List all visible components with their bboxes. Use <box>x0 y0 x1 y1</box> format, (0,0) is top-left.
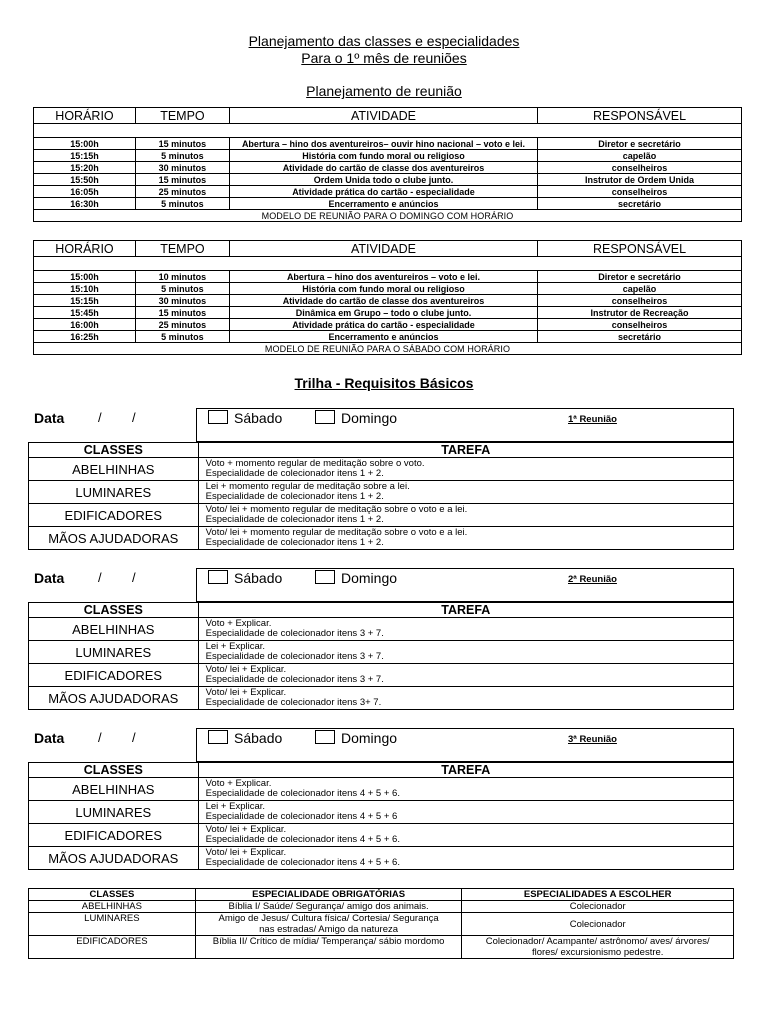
task-line: Voto/ lei + Explicar. <box>205 663 287 675</box>
schedule-row <box>34 307 742 319</box>
cell-horario: 15:00h <box>34 138 136 150</box>
option-sabado[interactable] <box>208 570 282 586</box>
class-name: ABELHINHAS <box>29 618 199 641</box>
cell-atividade: História com fundo moral ou religioso <box>229 150 537 162</box>
option-sabado[interactable] <box>208 730 282 746</box>
checkbox-domingo[interactable] <box>315 570 335 584</box>
cell-tempo: 5 minutos <box>135 283 229 295</box>
cell-horario: 16:25h <box>34 331 136 343</box>
task-line: Voto + Explicar. <box>205 617 272 629</box>
task-cell <box>198 527 733 550</box>
task-line: Especialidade de colecionador itens 3+ 7. <box>205 697 382 708</box>
task-row <box>29 824 734 847</box>
checkbox-domingo[interactable] <box>315 410 335 424</box>
checkbox-sabado[interactable] <box>208 730 228 744</box>
cell-horario: 15:20h <box>34 162 136 174</box>
option-label: Domingo <box>341 410 398 426</box>
cell-responsavel: capelão <box>538 283 742 295</box>
task-line: Especialidade de colecionador itens 1 + 2. <box>205 537 384 548</box>
task-cell <box>198 664 733 687</box>
date-separator: / <box>132 570 136 585</box>
cell-atividade: Atividade do cartão de classe dos aventureiros <box>229 295 537 307</box>
task-line: Especialidade de colecionador itens 3 + 7. <box>205 628 384 639</box>
cell-tempo: 10 minutos <box>135 271 229 283</box>
class-name: LUMINARES <box>29 641 199 664</box>
task-line: Voto/ lei + momento regular de meditação sobre o voto e a lei. <box>205 503 468 515</box>
task-row <box>29 664 734 687</box>
cell-atividade: Dinâmica em Grupo – todo o clube junto. <box>229 307 537 319</box>
task-line: Especialidade de colecionador itens 1 + 2. <box>205 491 384 502</box>
class-name: LUMINARES <box>29 801 199 824</box>
date-separator: / <box>98 410 102 425</box>
schedule-row <box>34 138 742 150</box>
schedule-row <box>34 150 742 162</box>
option-label: Sábado <box>234 730 283 746</box>
option-label: Sábado <box>234 410 283 426</box>
cell-responsavel: Diretor e secretário <box>538 271 742 283</box>
spec-text: Colecionador <box>569 901 626 912</box>
checkbox-sabado[interactable] <box>208 570 228 584</box>
spec-escolher <box>462 936 734 959</box>
checkbox-domingo[interactable] <box>315 730 335 744</box>
spec-header-escolher: ESPECIALIDADES A ESCOLHER <box>462 889 734 901</box>
date-separator: / <box>98 570 102 585</box>
task-line: Especialidade de colecionador itens 3 + 7. <box>205 651 384 662</box>
option-label: Sábado <box>234 570 283 586</box>
task-cell <box>198 504 733 527</box>
meeting-number: 1ª Reunião <box>568 414 617 425</box>
spec-text: nas estradas/ Amigo da natureza <box>259 924 399 935</box>
option-sabado[interactable] <box>208 410 282 426</box>
spec-escolher <box>462 901 734 913</box>
task-cell <box>198 687 733 710</box>
cell-atividade: Abertura – hino dos aventureiros– ouvir hino nacional – voto e lei. <box>229 138 537 150</box>
schedule-row <box>34 198 742 210</box>
header-tempo: TEMPO <box>135 241 229 257</box>
schedule-footer: MODELO DE REUNIÃO PARA O DOMINGO COM HORÁRIO <box>34 210 742 222</box>
cell-atividade: Ordem Unida todo o clube junto. <box>229 174 537 186</box>
spec-classe: ABELHINHAS <box>29 901 196 913</box>
task-cell <box>198 641 733 664</box>
task-line: Voto/ lei + Explicar. <box>205 686 287 698</box>
meeting-number: 3ª Reunião <box>568 734 617 745</box>
spacer-row <box>34 124 742 138</box>
class-name: ABELHINHAS <box>29 458 199 481</box>
spec-text: Bíblia I/ Saúde/ Segurança/ amigo dos animais. <box>228 901 429 912</box>
header-horario: HORÁRIO <box>34 241 136 257</box>
cell-responsavel: capelão <box>538 150 742 162</box>
cell-atividade: Encerramento e anúncios <box>229 331 537 343</box>
cell-tempo: 25 minutos <box>135 186 229 198</box>
class-name: EDIFICADORES <box>29 504 199 527</box>
cell-responsavel: conselheiros <box>538 162 742 174</box>
header-atividade: ATIVIDADE <box>229 108 537 124</box>
section-title-reuniao: Planejamento de reunião <box>306 83 462 99</box>
header-classes: CLASSES <box>29 763 199 778</box>
task-cell <box>198 847 733 870</box>
option-domingo[interactable] <box>315 730 397 746</box>
class-name: EDIFICADORES <box>29 664 199 687</box>
task-line: Especialidade de colecionador itens 4 + 5 + 6. <box>205 834 400 845</box>
spec-obrigatorias <box>195 936 462 959</box>
schedule-row <box>34 162 742 174</box>
schedule-row <box>34 295 742 307</box>
option-domingo[interactable] <box>315 410 397 426</box>
cell-tempo: 30 minutos <box>135 295 229 307</box>
option-label: Domingo <box>341 570 398 586</box>
date-separator: / <box>132 410 136 425</box>
cell-atividade: Abertura – hino dos aventureiros – voto e lei. <box>229 271 537 283</box>
schedule-row <box>34 283 742 295</box>
cell-tempo: 5 minutos <box>135 150 229 162</box>
date-separator: / <box>98 730 102 745</box>
cell-tempo: 15 minutos <box>135 307 229 319</box>
spec-text: flores/ excursionismo pedestre. <box>531 947 664 958</box>
spec-escolher <box>462 913 734 936</box>
cell-horario: 16:00h <box>34 319 136 331</box>
spec-obrigatorias <box>195 901 462 913</box>
task-cell <box>198 481 733 504</box>
class-name: EDIFICADORES <box>29 824 199 847</box>
task-line: Voto + momento regular de meditação sobre o voto. <box>205 457 425 469</box>
spec-classe: LUMINARES <box>29 913 196 936</box>
task-row <box>29 801 734 824</box>
cell-responsavel: Instrutor de Recreação <box>538 307 742 319</box>
schedule-row <box>34 186 742 198</box>
task-line: Especialidade de colecionador itens 1 + 2. <box>205 514 384 525</box>
cell-tempo: 5 minutos <box>135 198 229 210</box>
data-label: Data <box>34 730 65 746</box>
class-name: MÃOS AJUDADORAS <box>29 847 199 870</box>
cell-atividade: Atividade prática do cartão - especialidade <box>229 186 537 198</box>
meeting-tasks-table <box>28 602 734 710</box>
cell-responsavel: secretário <box>538 198 742 210</box>
task-cell <box>198 824 733 847</box>
header-tarefa: TAREFA <box>198 443 733 458</box>
cell-horario: 16:30h <box>34 198 136 210</box>
class-name: ABELHINHAS <box>29 778 199 801</box>
cell-responsavel: Diretor e secretário <box>538 138 742 150</box>
task-line: Lei + Explicar. <box>205 640 266 652</box>
header-responsavel: RESPONSÁVEL <box>538 108 742 124</box>
cell-tempo: 30 minutos <box>135 162 229 174</box>
doc-title: Planejamento das classes e especialidades <box>248 33 520 49</box>
task-row <box>29 618 734 641</box>
task-line: Especialidade de colecionador itens 1 + 2. <box>205 468 384 479</box>
cell-horario: 15:50h <box>34 174 136 186</box>
header-atividade: ATIVIDADE <box>229 241 537 257</box>
task-line: Especialidade de colecionador itens 4 + 5 + 6. <box>205 788 400 799</box>
cell-tempo: 25 minutos <box>135 319 229 331</box>
task-row <box>29 641 734 664</box>
task-line: Voto/ lei + momento regular de meditação sobre o voto e a lei. <box>205 526 468 538</box>
task-row <box>29 847 734 870</box>
cell-atividade: Atividade prática do cartão - especialidade <box>229 319 537 331</box>
schedule-row <box>34 331 742 343</box>
checkbox-sabado[interactable] <box>208 410 228 424</box>
schedule-table-domingo <box>33 107 742 222</box>
data-label: Data <box>34 570 65 586</box>
cell-tempo: 15 minutos <box>135 138 229 150</box>
header-tempo: TEMPO <box>135 108 229 124</box>
cell-atividade: Encerramento e anúncios <box>229 198 537 210</box>
task-row <box>29 458 734 481</box>
cell-atividade: História com fundo moral ou religioso <box>229 283 537 295</box>
task-line: Especialidade de colecionador itens 4 + 5 + 6 <box>205 811 398 822</box>
spacer-row <box>34 257 742 271</box>
header-classes: CLASSES <box>29 603 199 618</box>
cell-responsavel: secretário <box>538 331 742 343</box>
header-tarefa: TAREFA <box>198 603 733 618</box>
cell-horario: 15:10h <box>34 283 136 295</box>
spec-text: Amigo de Jesus/ Cultura física/ Cortesia/ Segurança <box>218 913 439 924</box>
spec-header-obrigatorias: ESPECIALIDADE OBRIGATÓRIAS <box>195 889 462 901</box>
task-row <box>29 687 734 710</box>
header-tarefa: TAREFA <box>198 763 733 778</box>
option-label: Domingo <box>341 730 398 746</box>
task-line: Voto/ lei + Explicar. <box>205 846 287 858</box>
cell-horario: 15:15h <box>34 295 136 307</box>
task-cell <box>198 458 733 481</box>
data-label: Data <box>34 410 65 426</box>
cell-tempo: 5 minutos <box>135 331 229 343</box>
schedule-footer: MODELO DE REUNIÃO PARA O SÁBADO COM HORÁRIO <box>34 343 742 355</box>
class-name: LUMINARES <box>29 481 199 504</box>
header-horario: HORÁRIO <box>34 108 136 124</box>
schedule-row <box>34 319 742 331</box>
class-name: MÃOS AJUDADORAS <box>29 687 199 710</box>
spec-header-classes: CLASSES <box>29 889 196 901</box>
cell-responsavel: Instrutor de Ordem Unida <box>538 174 742 186</box>
cell-atividade: Atividade do cartão de classe dos aventureiros <box>229 162 537 174</box>
cell-responsavel: conselheiros <box>538 319 742 331</box>
header-classes: CLASSES <box>29 443 199 458</box>
spec-text: Colecionador/ Acampante/ astrônomo/ aves/ árvores/ <box>485 936 710 947</box>
task-line: Voto + Explicar. <box>205 777 272 789</box>
task-cell <box>198 801 733 824</box>
cell-responsavel: conselheiros <box>538 186 742 198</box>
task-line: Especialidade de colecionador itens 3 + 7. <box>205 674 384 685</box>
spec-text: Colecionador <box>569 918 626 930</box>
task-row <box>29 527 734 550</box>
cell-horario: 15:15h <box>34 150 136 162</box>
option-domingo[interactable] <box>315 570 397 586</box>
task-row <box>29 481 734 504</box>
class-name: MÃOS AJUDADORAS <box>29 527 199 550</box>
cell-horario: 15:45h <box>34 307 136 319</box>
spec-classe: EDIFICADORES <box>29 936 196 959</box>
trilha-title: Trilha - Requisitos Básicos <box>294 375 474 391</box>
task-cell <box>198 778 733 801</box>
meeting-tasks-table <box>28 762 734 870</box>
task-row <box>29 778 734 801</box>
specialties-table <box>28 888 734 959</box>
cell-horario: 15:00h <box>34 271 136 283</box>
cell-tempo: 15 minutos <box>135 174 229 186</box>
schedule-table-sabado <box>33 240 742 355</box>
spec-text: Bíblia II/ Crítico de mídia/ Temperança/ sábio mordomo <box>212 936 445 947</box>
schedule-row <box>34 174 742 186</box>
spec-obrigatorias <box>195 913 462 936</box>
task-line: Lei + momento regular de meditação sobre a lei. <box>205 480 410 492</box>
header-responsavel: RESPONSÁVEL <box>538 241 742 257</box>
task-line: Voto/ lei + Explicar. <box>205 823 287 835</box>
meeting-tasks-table <box>28 442 734 550</box>
date-separator: / <box>132 730 136 745</box>
task-line: Especialidade de colecionador itens 4 + 5 + 6. <box>205 857 400 868</box>
task-line: Lei + Explicar. <box>205 800 266 812</box>
schedule-row <box>34 271 742 283</box>
cell-horario: 16:05h <box>34 186 136 198</box>
cell-responsavel: conselheiros <box>538 295 742 307</box>
task-cell <box>198 618 733 641</box>
meeting-number: 2ª Reunião <box>568 574 617 585</box>
doc-subtitle: Para o 1º mês de reuniões <box>301 50 467 66</box>
task-row <box>29 504 734 527</box>
